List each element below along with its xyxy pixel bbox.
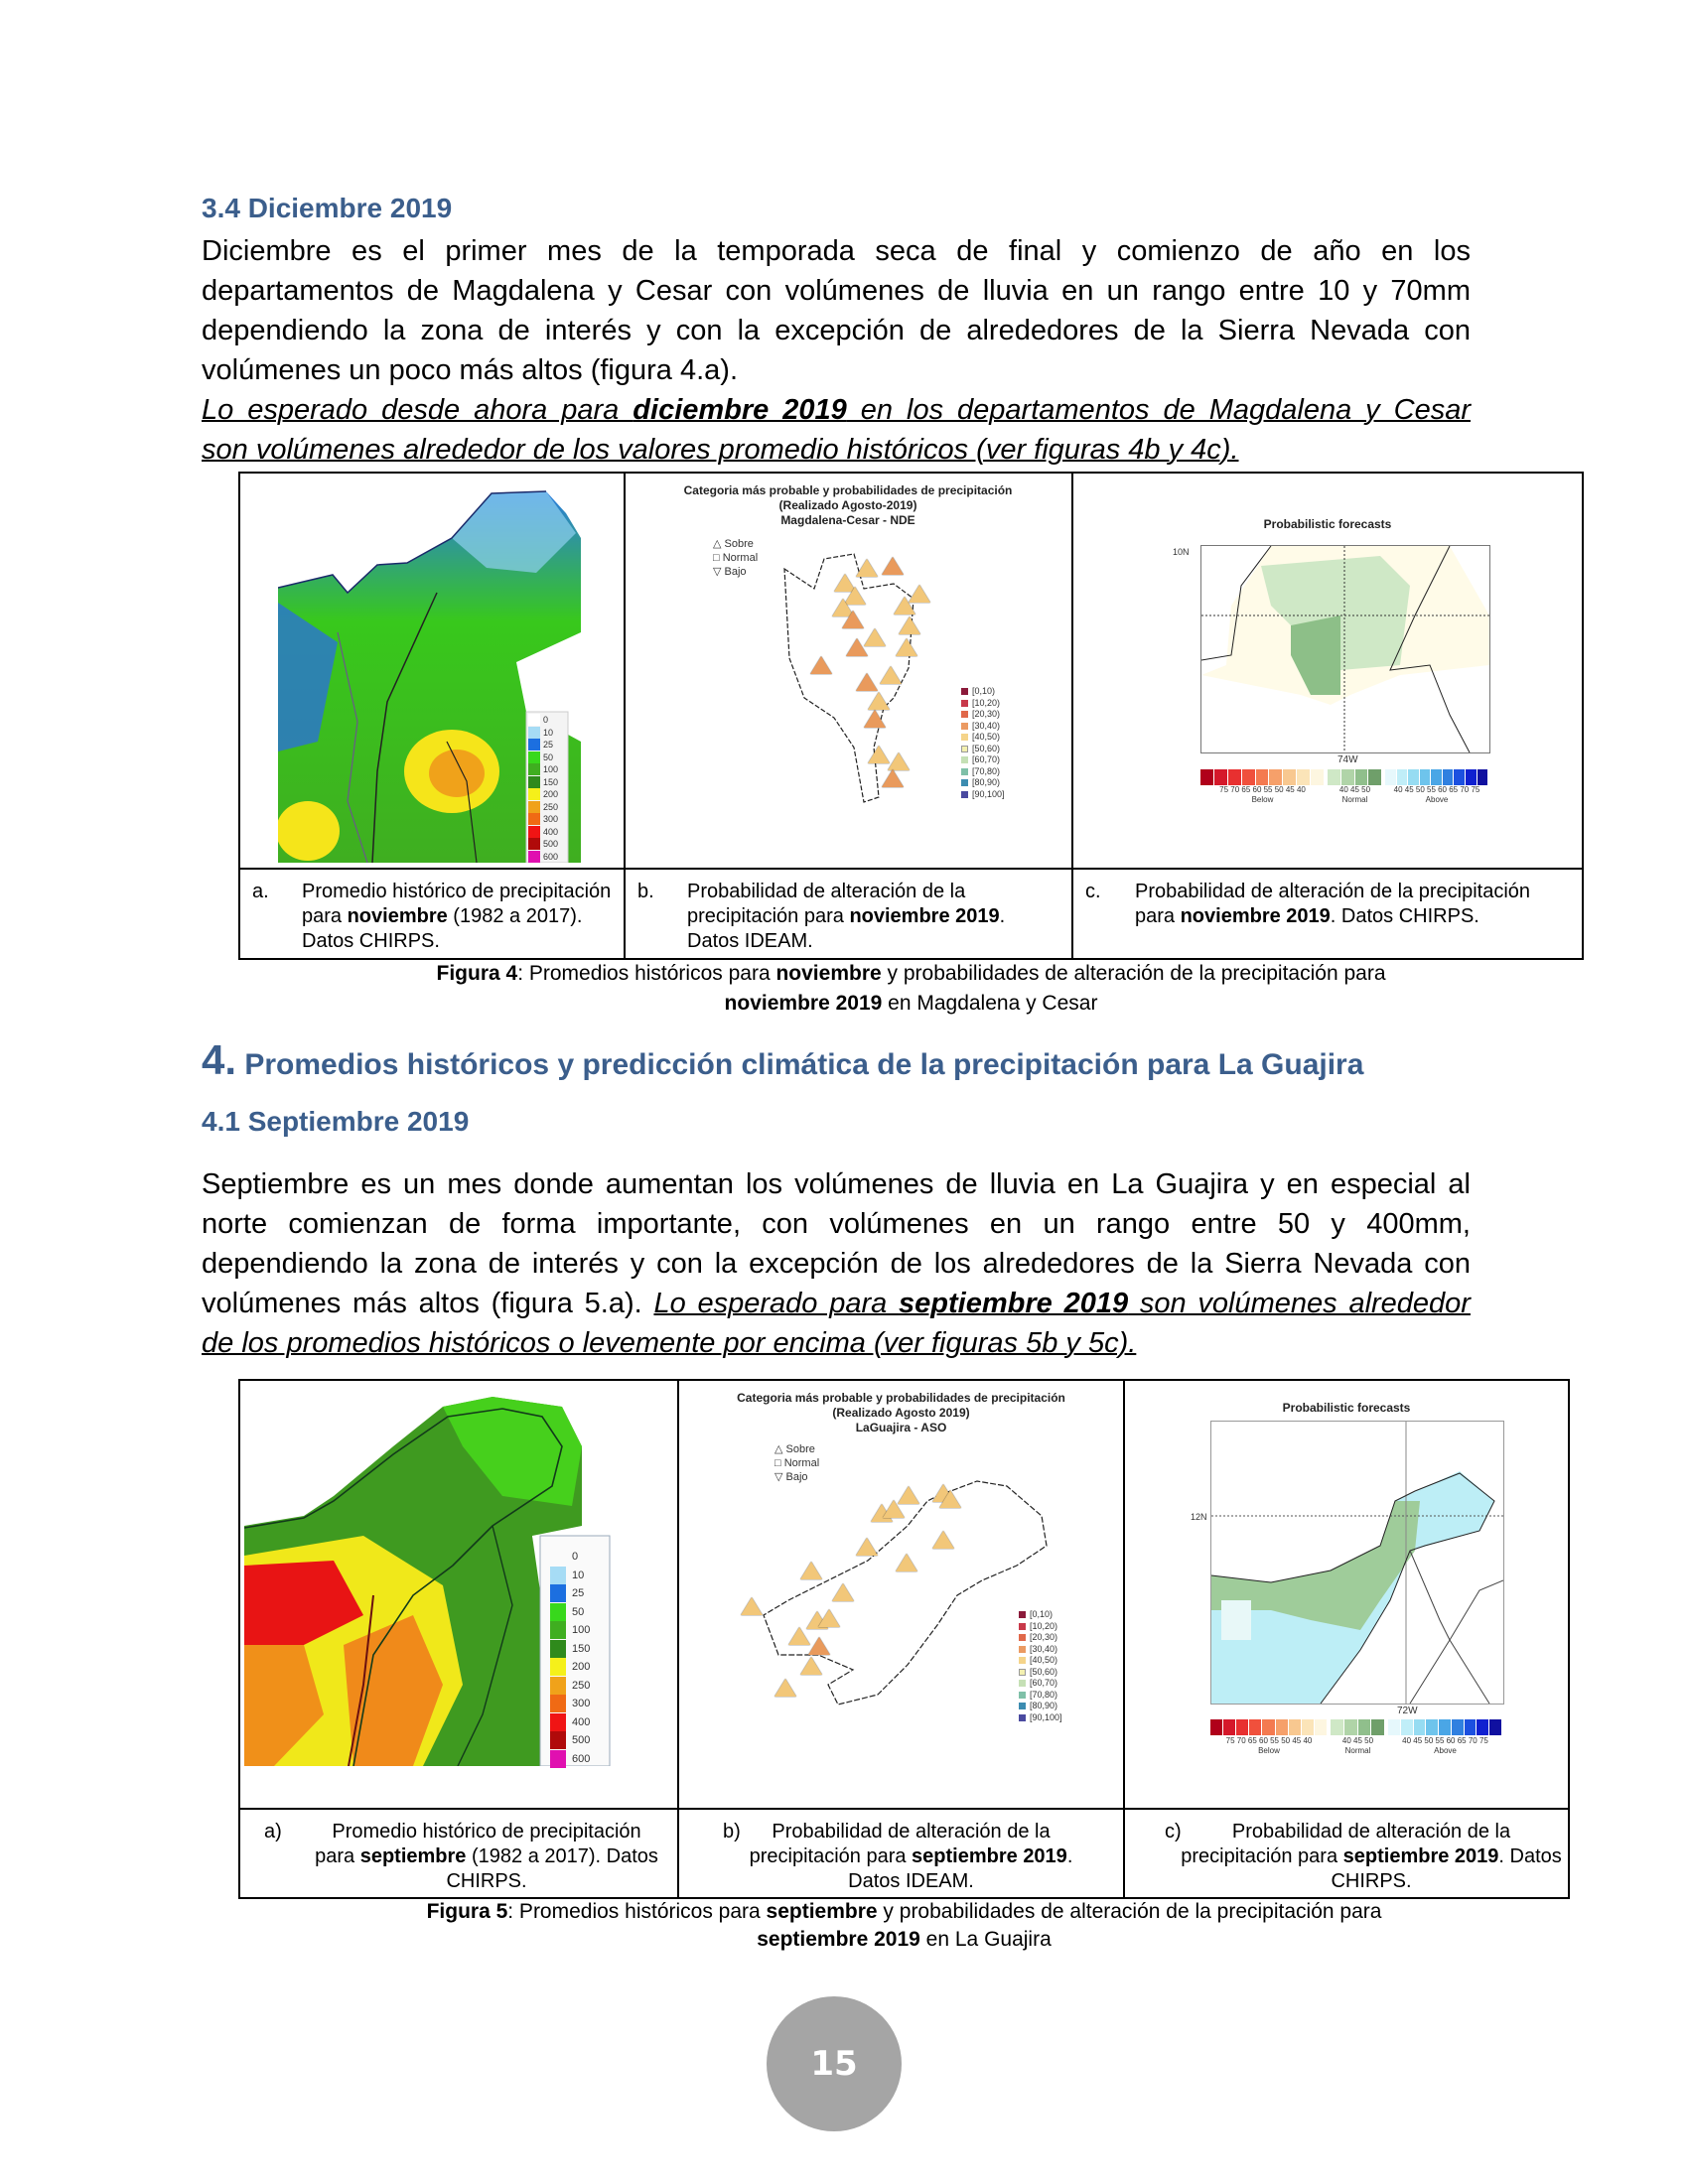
legend-value: 500	[572, 1734, 591, 1746]
legend-value: 300	[543, 814, 559, 824]
legend-value: 250	[543, 801, 559, 812]
paragraph-line: norte comienzan de forma importante, con volúmenes en un rango entre 50 y 400mm,	[202, 1208, 1471, 1240]
legend-value: 200	[572, 1661, 591, 1673]
legend-value: 300	[572, 1698, 591, 1709]
section-title: Promedios históricos y predicción climática de la precipitación para La Guajira	[244, 1048, 1364, 1081]
emphasis-line: de los promedios históricos o levemente por encima (ver figuras 5b y 5c).	[202, 1327, 1137, 1359]
precip-legend	[528, 714, 568, 863]
figure-5a-caption: a) Promedio histórico de precipitación para septiembre (1982 a 2017). Datos CHIRPS.	[264, 1821, 658, 1892]
plot-title: Categoria más probable y probabilidades de precipitación (Realizado Agosto-2019) Magdalena-Cesar - NDE	[683, 483, 1013, 527]
legend-value: 100	[543, 764, 559, 774]
figure-4b-caption: b. Probabilidad de alteración de la precipitación para noviembre 2019. Datos IDEAM.	[637, 881, 1006, 952]
legend-value: 200	[543, 789, 559, 799]
section-number: 4.	[202, 1036, 237, 1083]
paragraph-line: dependiendo la zona de interés y con la excepción de los alrededores de la Sierra Nevada con	[202, 1248, 1471, 1280]
legend-value: 50	[572, 1605, 585, 1618]
figure-4a-precip-map	[278, 483, 588, 863]
legend-value: 10	[572, 1569, 585, 1581]
paragraph-line: volúmenes un poco más altos (figura 4.a).	[202, 354, 738, 386]
legend-value: 400	[543, 826, 559, 837]
probability-legend: [0,10) [10,20) [20,30) [30,40) [40,50) [50,60) [60,70) [70,80) [80,90) [90,100]	[1019, 1609, 1062, 1723]
plot-title: Probabilistic forecasts	[1263, 517, 1392, 531]
emphasis-line: son volúmenes alrededor de los valores promedio históricos (ver figuras 4b y 4c).	[202, 434, 1239, 466]
figure-4c-caption: c. Probabilidad de alteración de la precipitación para noviembre 2019. Datos CHIRPS.	[1085, 881, 1531, 927]
emphasis-text: en los departamentos de Magdalena y Cesar	[846, 394, 1472, 426]
paragraph-septiembre	[202, 1164, 1471, 1363]
legend-value: 150	[572, 1642, 591, 1655]
lon-label: 72W	[1397, 1706, 1418, 1716]
figure-4a-caption: a. Promedio histórico de precipitación para noviembre (1982 a 2017). Datos CHIRPS.	[252, 881, 612, 952]
legend-value: 400	[572, 1715, 591, 1728]
legend-value: 100	[572, 1624, 591, 1636]
emphasis-text: Lo esperado desde ahora para	[202, 394, 633, 426]
paragraph-line: volúmenes más altos (figura 5.a). Lo esperado para septiembre 2019 son volúmenes alrededor	[202, 1288, 1471, 1319]
below-legend: 75 70 65 60 55 50 45 40 Below	[1219, 785, 1306, 804]
legend-value: 25	[572, 1587, 585, 1599]
lon-label: 74W	[1337, 754, 1358, 765]
below-legend: 75 70 65 60 55 50 45 40 Below	[1225, 1736, 1313, 1755]
plot-title: Categoria más probable y probabilidades de precipitación (Realizado Agosto 2019) LaGuajira - ASO	[737, 1391, 1065, 1434]
figure-5-caption: Figura 5: Promedios históricos para septiembre y probabilidades de alteración de la precipitación para septiembre 2019 en La Guajira	[426, 1900, 1382, 1951]
legend-value: 50	[543, 751, 554, 762]
page-number-badge: 15	[767, 1996, 902, 2131]
paragraph-line: dependiendo la zona de interés y con la excepción de alrededores de la Sierra Nevada con	[202, 315, 1471, 346]
emphasis-line	[202, 390, 1471, 430]
figure-5-table	[238, 1379, 1570, 1899]
forecast-map	[1210, 1421, 1504, 1705]
probability-legend: [0,10) [10,20) [20,30) [30,40) [40,50) [50,60) [60,70) [70,80) [80,90) [90,100]	[961, 686, 1005, 800]
paragraph-line: Septiembre es un mes donde aumentan los volúmenes de lluvia en La Guajira y en especial al	[202, 1168, 1471, 1200]
figure-4c-probabilistic-forecast	[1073, 479, 1582, 867]
figure-5c-probabilistic-forecast	[1125, 1387, 1568, 1804]
section-heading-3-4: 3.4 Diciembre 2019	[202, 193, 453, 223]
legend-value: 600	[543, 851, 559, 862]
section-heading-4	[202, 1036, 1363, 1084]
figure-5b-caption: b) Probabilidad de alteración de la precipitación para septiembre 2019. Datos IDEAM.	[723, 1821, 1073, 1892]
symbol-legend: △ Sobre □ Normal ▽ Bajo	[774, 1443, 820, 1483]
section-heading-4-1: 4.1 Septiembre 2019	[202, 1106, 470, 1137]
normal-legend: 40 45 50 Normal	[1341, 1736, 1374, 1755]
figure-5a-precip-map	[244, 1387, 612, 1766]
figure-4-table	[238, 472, 1584, 960]
legend-value: 0	[543, 715, 549, 725]
legend-value: 250	[572, 1679, 591, 1692]
figure-4b-station-map	[626, 479, 1070, 867]
figure-4-caption: Figura 4: Promedios históricos para noviembre y probabilidades de alteración de la precipitación para noviembre 2019 en Magdalena y Cesar	[436, 962, 1386, 1015]
legend-value: 10	[543, 727, 554, 738]
legend-value: 600	[572, 1752, 591, 1765]
emphasis-bold: diciembre 2019	[633, 394, 847, 426]
legend-value: 150	[543, 776, 559, 787]
symbol-legend: △ Sobre □ Normal ▽ Bajo	[713, 538, 759, 578]
legend-value: 25	[543, 740, 554, 750]
plot-title: Probabilistic forecasts	[1282, 1401, 1411, 1415]
paragraph-line: departamentos de Magdalena y Cesar con volúmenes de lluvia en un rango entre 10 y 70mm	[202, 275, 1471, 307]
normal-legend: 40 45 50 Normal	[1338, 785, 1371, 804]
lat-label: 10N	[1173, 547, 1190, 557]
forecast-colorbar	[1200, 769, 1488, 785]
lat-label: 12N	[1191, 1512, 1207, 1522]
forecast-map	[1200, 545, 1490, 753]
legend-value: 0	[572, 1551, 579, 1563]
figure-5b-station-map	[679, 1387, 1123, 1804]
legend-value: 500	[543, 839, 559, 849]
paragraph-line: Diciembre es el primer mes de la temporada seca de final y comienzo de año en los	[202, 235, 1471, 267]
forecast-colorbar	[1210, 1719, 1502, 1735]
figure-5c-caption: c) Probabilidad de alteración de la precipitación para septiembre 2019. Datos CHIRPS.	[1165, 1821, 1562, 1892]
above-legend: 40 45 50 55 60 65 70 75 Above	[1393, 785, 1480, 804]
paragraph-diciembre	[202, 231, 1471, 470]
above-legend: 40 45 50 55 60 65 70 75 Above	[1402, 1736, 1488, 1755]
precip-legend	[550, 1548, 610, 1768]
